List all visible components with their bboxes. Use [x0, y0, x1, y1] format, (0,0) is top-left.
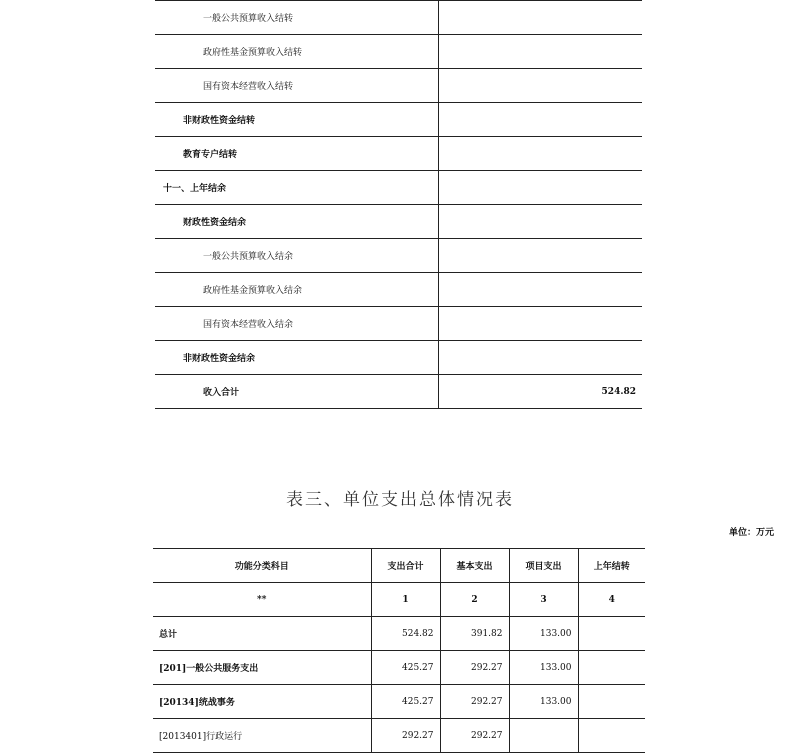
index-cell: 4: [578, 583, 645, 617]
basic-value: 292.27: [440, 651, 509, 685]
income-table-continued: [155, 0, 642, 409]
row-label: 政府性基金预算收入结余: [155, 273, 438, 307]
carry-value: [578, 617, 645, 651]
table-row-total: [155, 375, 642, 409]
row-value: [438, 69, 642, 103]
table-row: [155, 239, 642, 273]
row-label: 非财政性资金结转: [155, 103, 438, 137]
row-label: 教育专户结转: [155, 137, 438, 171]
row-label: 财政性资金结余: [155, 205, 438, 239]
total-value: 524.82: [371, 617, 440, 651]
total-value: 425.27: [371, 685, 440, 719]
basic-value: 391.82: [440, 617, 509, 651]
table-row: [155, 137, 642, 171]
row-label: 十一、上年结余: [155, 171, 438, 205]
category-name: [20134]统战事务: [153, 685, 371, 719]
table-row: [153, 617, 645, 651]
row-label: 政府性基金预算收入结转: [155, 35, 438, 69]
basic-value: 292.27: [440, 719, 509, 753]
table-row: [155, 205, 642, 239]
basic-value: 292.27: [440, 685, 509, 719]
project-value: [509, 719, 578, 753]
table-row: [155, 35, 642, 69]
row-value: [438, 273, 642, 307]
table-row: [155, 341, 642, 375]
row-value: [438, 341, 642, 375]
table-row: [155, 1, 642, 35]
column-header: 支出合计: [371, 549, 440, 583]
row-label: 收入合计: [155, 375, 438, 409]
table-row: [153, 651, 645, 685]
row-label: 一般公共预算收入结余: [155, 239, 438, 273]
table-title: 表三、单位支出总体情况表: [286, 490, 514, 510]
category-name: [2013401]行政运行: [153, 719, 371, 753]
row-value: [438, 171, 642, 205]
index-cell: 1: [371, 583, 440, 617]
unit-label: 单位：万元: [728, 528, 774, 538]
row-value: [438, 205, 642, 239]
column-header: 上年结转: [578, 549, 645, 583]
header-row: [153, 549, 645, 583]
column-header: 基本支出: [440, 549, 509, 583]
carry-value: [578, 685, 645, 719]
total-value: 292.27: [371, 719, 440, 753]
row-value: [438, 35, 642, 69]
table-row: [155, 103, 642, 137]
project-value: 133.00: [509, 617, 578, 651]
table-row: [155, 69, 642, 103]
column-header: 功能分类科目: [153, 549, 371, 583]
table-row: [153, 719, 645, 753]
table-row: [155, 171, 642, 205]
carry-value: [578, 651, 645, 685]
row-label: 国有资本经营收入结转: [155, 69, 438, 103]
category-name: [201]一般公共服务支出: [153, 651, 371, 685]
total-value: 425.27: [371, 651, 440, 685]
row-value: [438, 103, 642, 137]
row-value: [438, 1, 642, 35]
row-value: [438, 137, 642, 171]
category-name: 总计: [153, 617, 371, 651]
column-header: 项目支出: [509, 549, 578, 583]
project-value: 133.00: [509, 651, 578, 685]
row-value: [438, 307, 642, 341]
index-cell: 2: [440, 583, 509, 617]
table-row: [155, 307, 642, 341]
row-label: 非财政性资金结余: [155, 341, 438, 375]
index-cell: **: [153, 583, 371, 617]
index-cell: 3: [509, 583, 578, 617]
table-row: [155, 273, 642, 307]
carry-value: [578, 719, 645, 753]
index-row: [153, 583, 645, 617]
row-label: 一般公共预算收入结转: [155, 1, 438, 35]
row-label: 国有资本经营收入结余: [155, 307, 438, 341]
row-value: 524.82: [438, 375, 642, 409]
row-value: [438, 239, 642, 273]
table-row: [153, 685, 645, 719]
project-value: 133.00: [509, 685, 578, 719]
expenditure-table: [153, 548, 645, 753]
